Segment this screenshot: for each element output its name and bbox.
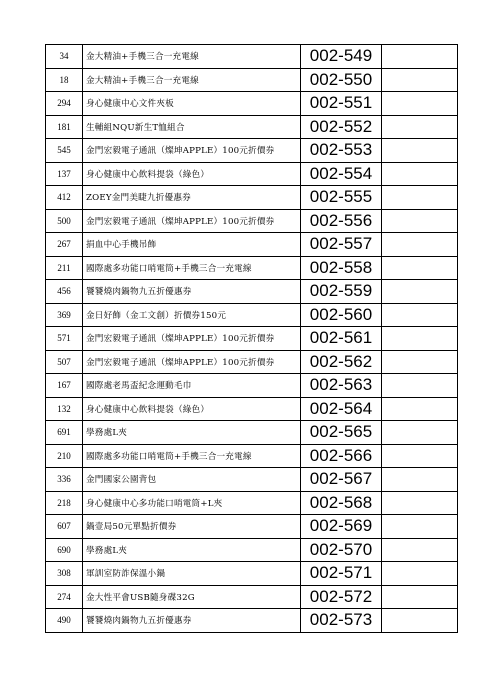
prize-code-cell: 002-566 — [301, 444, 382, 468]
draw-number-cell: 412 — [46, 186, 83, 210]
table-row — [46, 585, 458, 609]
draw-number-cell: 690 — [46, 538, 83, 562]
prize-code-cell: 002-563 — [301, 374, 382, 398]
prize-code-cell: 002-570 — [301, 538, 382, 562]
blank-cell — [382, 115, 458, 139]
table-row — [46, 397, 458, 421]
draw-number-cell: 294 — [46, 92, 83, 116]
table-row — [46, 468, 458, 492]
prize-code-cell: 002-558 — [301, 256, 382, 280]
draw-number-cell: 267 — [46, 233, 83, 257]
prize-code-cell: 002-549 — [301, 45, 382, 69]
prize-name-cell: 學務處L夾 — [83, 538, 301, 562]
prize-name-cell: 金大精油+手機三合一充電線 — [83, 68, 301, 92]
blank-cell — [382, 162, 458, 186]
prize-name-cell: 饕饕燒肉鍋物九五折優惠券 — [83, 609, 301, 633]
draw-number-cell: 218 — [46, 491, 83, 515]
table-row — [46, 68, 458, 92]
draw-number-cell: 211 — [46, 256, 83, 280]
table-row — [46, 374, 458, 398]
blank-cell — [382, 92, 458, 116]
table-row — [46, 421, 458, 445]
blank-cell — [382, 209, 458, 233]
draw-number-cell: 607 — [46, 515, 83, 539]
blank-cell — [382, 444, 458, 468]
draw-number-cell: 336 — [46, 468, 83, 492]
blank-cell — [382, 280, 458, 304]
draw-number-cell: 18 — [46, 68, 83, 92]
prize-name-cell: 鍋壹局50元單點折價券 — [83, 515, 301, 539]
draw-number-cell: 274 — [46, 585, 83, 609]
table-row — [46, 303, 458, 327]
table-row — [46, 115, 458, 139]
table-row — [46, 444, 458, 468]
prize-name-cell: 國際處老馬盃紀念運動毛巾 — [83, 374, 301, 398]
blank-cell — [382, 421, 458, 445]
prize-name-cell: 捐血中心手機吊飾 — [83, 233, 301, 257]
blank-cell — [382, 256, 458, 280]
prize-name-cell: 金大性平會USB隨身碟32G — [83, 585, 301, 609]
prize-name-cell: 軍訓室防詐保溫小鍋 — [83, 562, 301, 586]
table-row — [46, 92, 458, 116]
draw-number-cell: 210 — [46, 444, 83, 468]
prize-code-cell: 002-573 — [301, 609, 382, 633]
table-row — [46, 139, 458, 163]
blank-cell — [382, 609, 458, 633]
prize-name-cell: 國際處多功能口哨電筒+手機三合一充電線 — [83, 256, 301, 280]
prize-code-cell: 002-565 — [301, 421, 382, 445]
table-row — [46, 491, 458, 515]
blank-cell — [382, 491, 458, 515]
table-row — [46, 562, 458, 586]
blank-cell — [382, 397, 458, 421]
prize-name-cell: 生輔組NQU新生T恤組合 — [83, 115, 301, 139]
prize-name-cell: 學務處L夾 — [83, 421, 301, 445]
draw-number-cell: 308 — [46, 562, 83, 586]
blank-cell — [382, 45, 458, 69]
table-row — [46, 209, 458, 233]
prize-code-cell: 002-551 — [301, 92, 382, 116]
prize-code-cell: 002-553 — [301, 139, 382, 163]
blank-cell — [382, 303, 458, 327]
blank-cell — [382, 186, 458, 210]
draw-number-cell: 545 — [46, 139, 83, 163]
blank-cell — [382, 350, 458, 374]
prize-name-cell: 金門宏毅電子通訊（燦坤APPLE）100元折價券 — [83, 327, 301, 351]
draw-number-cell: 137 — [46, 162, 83, 186]
draw-number-cell: 167 — [46, 374, 83, 398]
table-row — [46, 609, 458, 633]
prize-name-cell: 金門宏毅電子通訊（燦坤APPLE）100元折價券 — [83, 209, 301, 233]
prize-code-cell: 002-562 — [301, 350, 382, 374]
prize-code-cell: 002-567 — [301, 468, 382, 492]
prize-name-cell: 身心健康中心文件夾板 — [83, 92, 301, 116]
blank-cell — [382, 585, 458, 609]
table-row — [46, 515, 458, 539]
blank-cell — [382, 515, 458, 539]
prize-name-cell: 金門宏毅電子通訊（燦坤APPLE）100元折價券 — [83, 350, 301, 374]
draw-number-cell: 369 — [46, 303, 83, 327]
prize-code-cell: 002-561 — [301, 327, 382, 351]
prize-code-cell: 002-571 — [301, 562, 382, 586]
prize-name-cell: 金門國家公園背包 — [83, 468, 301, 492]
prize-code-cell: 002-564 — [301, 397, 382, 421]
blank-cell — [382, 139, 458, 163]
table-row — [46, 280, 458, 304]
prize-code-cell: 002-560 — [301, 303, 382, 327]
prize-name-cell: 身心健康中心飲料提袋（綠色） — [83, 162, 301, 186]
prize-table-body — [46, 45, 458, 633]
prize-code-cell: 002-555 — [301, 186, 382, 210]
draw-number-cell: 571 — [46, 327, 83, 351]
draw-number-cell: 132 — [46, 397, 83, 421]
blank-cell — [382, 327, 458, 351]
prize-code-cell: 002-550 — [301, 68, 382, 92]
table-row — [46, 162, 458, 186]
blank-cell — [382, 68, 458, 92]
table-row — [46, 327, 458, 351]
prize-code-cell: 002-557 — [301, 233, 382, 257]
prize-name-cell: 身心健康中心飲料提袋（綠色） — [83, 397, 301, 421]
table-row — [46, 350, 458, 374]
table-row — [46, 233, 458, 257]
prize-name-cell: 國際處多功能口哨電筒+手機三合一充電線 — [83, 444, 301, 468]
prize-code-cell: 002-554 — [301, 162, 382, 186]
draw-number-cell: 691 — [46, 421, 83, 445]
prize-name-cell: 身心健康中心多功能口哨電筒+L夾 — [83, 491, 301, 515]
prize-code-cell: 002-569 — [301, 515, 382, 539]
prize-code-cell: 002-559 — [301, 280, 382, 304]
draw-number-cell: 456 — [46, 280, 83, 304]
draw-number-cell: 34 — [46, 45, 83, 69]
table-row — [46, 256, 458, 280]
prize-code-cell: 002-552 — [301, 115, 382, 139]
blank-cell — [382, 468, 458, 492]
blank-cell — [382, 538, 458, 562]
prize-name-cell: 金日好飾（金工文創）折價券150元 — [83, 303, 301, 327]
draw-number-cell: 181 — [46, 115, 83, 139]
draw-number-cell: 490 — [46, 609, 83, 633]
prize-name-cell: 金門宏毅電子通訊（燦坤APPLE）100元折價券 — [83, 139, 301, 163]
prize-code-cell: 002-572 — [301, 585, 382, 609]
prize-name-cell: 饕饕燒肉鍋物九五折優惠券 — [83, 280, 301, 304]
table-row — [46, 538, 458, 562]
draw-number-cell: 500 — [46, 209, 83, 233]
table-row — [46, 186, 458, 210]
blank-cell — [382, 374, 458, 398]
blank-cell — [382, 562, 458, 586]
prize-code-cell: 002-556 — [301, 209, 382, 233]
prize-table — [45, 44, 458, 633]
draw-number-cell: 507 — [46, 350, 83, 374]
table-row — [46, 45, 458, 69]
prize-name-cell: 金大精油+手機三合一充電線 — [83, 45, 301, 69]
prize-code-cell: 002-568 — [301, 491, 382, 515]
blank-cell — [382, 233, 458, 257]
prize-name-cell: ZOEY金門美睫九折優惠券 — [83, 186, 301, 210]
